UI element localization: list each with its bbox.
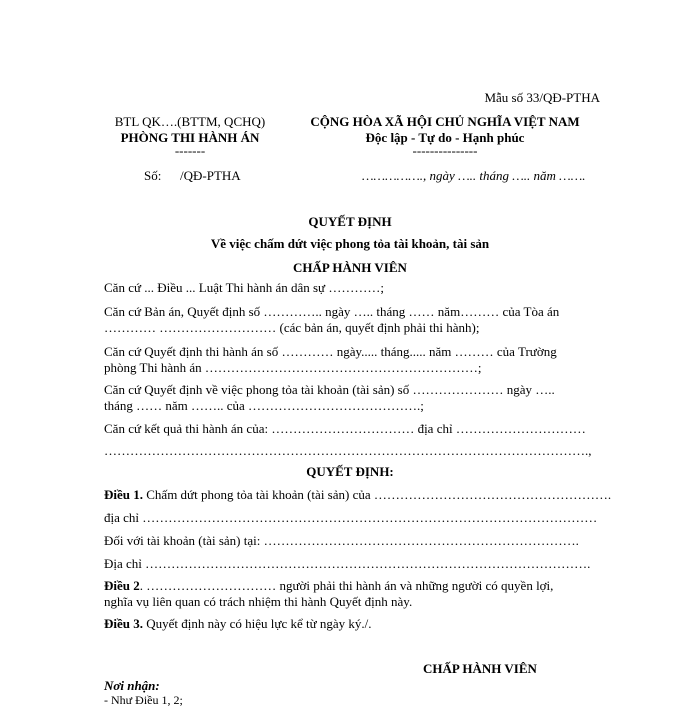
basis-line: Căn cứ kết quả thi hành án của: …………………………… địa chỉ ………………………… bbox=[104, 421, 586, 436]
issuing-body-parent: BTL QK….(BTTM, QCHQ) bbox=[114, 114, 266, 129]
national-title: CỘNG HÒA XÃ HỘI CHỦ NGHĨA VIỆT NAM bbox=[310, 114, 580, 129]
article-3-label: Điều 3. bbox=[104, 616, 143, 631]
article-1-address: địa chỉ …………………………………………………………………………………………… bbox=[104, 510, 598, 525]
document-number: /QĐ-PTHA bbox=[180, 168, 241, 183]
article-2-label: Điều 2 bbox=[104, 578, 140, 593]
issuing-body: PHÒNG THI HÀNH ÁN bbox=[120, 130, 260, 145]
article-2-continuation: nghĩa vụ liên quan có trách nhiệm thi hành Quyết định này. bbox=[104, 594, 413, 609]
article-2 bbox=[104, 578, 600, 594]
basis-line: Căn cứ ... Điều ... Luật Thi hành án dân sự …………; bbox=[104, 280, 384, 295]
basis-line: …………………………………………………………………………………………………., bbox=[104, 443, 592, 458]
article-1-text: Chấm dứt phong tỏa tài khoản (tài sản) của ………………………………………………. bbox=[143, 487, 612, 502]
recipients-label: Nơi nhận: bbox=[104, 678, 160, 693]
document-subtitle: Về việc chấm dứt việc phong tỏa tài khoản, tài sản bbox=[210, 236, 490, 251]
article-2-text: . ………………………… người phải thi hành án và những người có quyền lợi, bbox=[139, 578, 554, 593]
recipient-item: - Như Điều 1, 2; bbox=[104, 693, 183, 707]
basis-line: phòng Thi hành án ………………………………………………………; bbox=[104, 360, 482, 375]
left-header-rule: ------- bbox=[174, 143, 206, 158]
decision-heading: QUYẾT ĐỊNH: bbox=[306, 464, 394, 479]
authority-title: CHẤP HÀNH VIÊN bbox=[293, 260, 407, 275]
article-1-label: Điều 1. bbox=[104, 487, 143, 502]
basis-line: Căn cứ Bản án, Quyết định số ………….. ngày ….. tháng …… năm……… của Tòa án bbox=[104, 304, 560, 319]
signature-title: CHẤP HÀNH VIÊN bbox=[423, 661, 537, 676]
article-1-location-address: Địa chỉ …………………………………………………………………………………………. bbox=[104, 556, 591, 571]
form-code: Mẫu số 33/QĐ-PTHA bbox=[484, 90, 600, 105]
basis-line: Căn cứ Quyết định về việc phong tỏa tài khoản (tài sản) số ………………… ngày ….. bbox=[104, 382, 555, 397]
article-1 bbox=[104, 487, 612, 503]
basis-line: ………… ……………………… (các bản án, quyết định phải thi hành); bbox=[104, 320, 480, 335]
article-3 bbox=[104, 616, 600, 632]
document-number-label: Số: bbox=[144, 168, 162, 183]
national-motto: Độc lập - Tự do - Hạnh phúc bbox=[365, 130, 525, 145]
article-3-text: Quyết định này có hiệu lực kể từ ngày ký./. bbox=[143, 616, 372, 631]
basis-line: Căn cứ Quyết định thi hành án số ………… ngày..... tháng..... năm ……… của Trường bbox=[104, 344, 557, 359]
basis-line: tháng …… năm …….. của ………………………………….; bbox=[104, 398, 424, 413]
document-title: QUYẾT ĐỊNH bbox=[308, 214, 392, 229]
article-1-account-location: Đối với tài khoản (tài sản) tại: ………………………………………………………………. bbox=[104, 533, 579, 548]
date-line: ……………., ngày ….. tháng ….. năm ……. bbox=[362, 168, 586, 183]
right-header-rule: --------------- bbox=[412, 143, 478, 158]
